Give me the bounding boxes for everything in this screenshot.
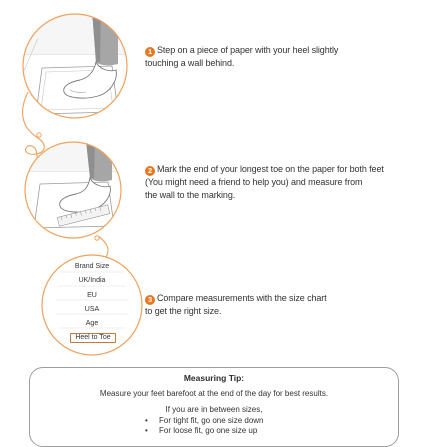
step-1-text-1: Step on a piece of paper with your heel slightly — [157, 45, 339, 55]
measuring-tip-bullet-1-text: For tight fit, go one size down — [159, 416, 264, 425]
measuring-tip-line-2: If you are in between sizes, — [165, 405, 263, 414]
measuring-tip-title: Measuring Tip: — [183, 373, 245, 383]
measuring-tip-line-1: Measure your feet barefoot at the end of the day for best results. — [99, 389, 329, 398]
measuring-tip-bullets — [145, 416, 264, 436]
step-number-badge: 2 — [145, 166, 155, 176]
size-chart-label-eu: EU — [87, 292, 97, 299]
connector-dot-2 — [95, 236, 99, 240]
step-2-line-1 — [145, 163, 384, 176]
step-2 — [145, 163, 384, 201]
step-2-text-1: Mark the end of your longest toe on the paper for both feet — [157, 164, 384, 174]
measuring-tip-bullet-2-text: For loose fit, go one size up — [159, 426, 258, 435]
size-chart-label-uk-india: UK/India — [78, 277, 106, 284]
step-3 — [145, 292, 327, 318]
size-chart-label-brand-size: Brand Size — [74, 263, 110, 270]
measuring-tip-bullet-2 — [145, 426, 264, 436]
step-number-badge: 1 — [145, 47, 155, 57]
step-3-text-1: Compare measurements with the size chart — [157, 293, 327, 303]
bullet-icon: • — [145, 426, 148, 435]
step-1 — [145, 44, 338, 70]
connector-dot-1 — [37, 133, 41, 137]
size-chart-label-heel-to-toe: Heel to Toe — [70, 333, 116, 343]
measuring-tip-bullet-1 — [145, 416, 264, 426]
step-number-badge: 3 — [145, 295, 155, 305]
step-3-line-1 — [145, 292, 327, 305]
measuring-tip-box — [29, 367, 399, 447]
size-chart-label-age: Age — [85, 320, 99, 327]
step-3-text-2: to get the right size. — [145, 306, 222, 316]
step-1-text-2: touching a wall behind. — [145, 58, 235, 68]
step-2-text-2: (You might need a friend to help you) and measure from — [145, 177, 363, 187]
step-2-text-3: the wall to the marking. — [145, 189, 236, 200]
bullet-icon: • — [145, 416, 148, 425]
step-1-line-1 — [145, 44, 338, 57]
size-chart-label-usa: USA — [84, 306, 100, 313]
foot-on-paper-illustration — [20, 10, 140, 130]
